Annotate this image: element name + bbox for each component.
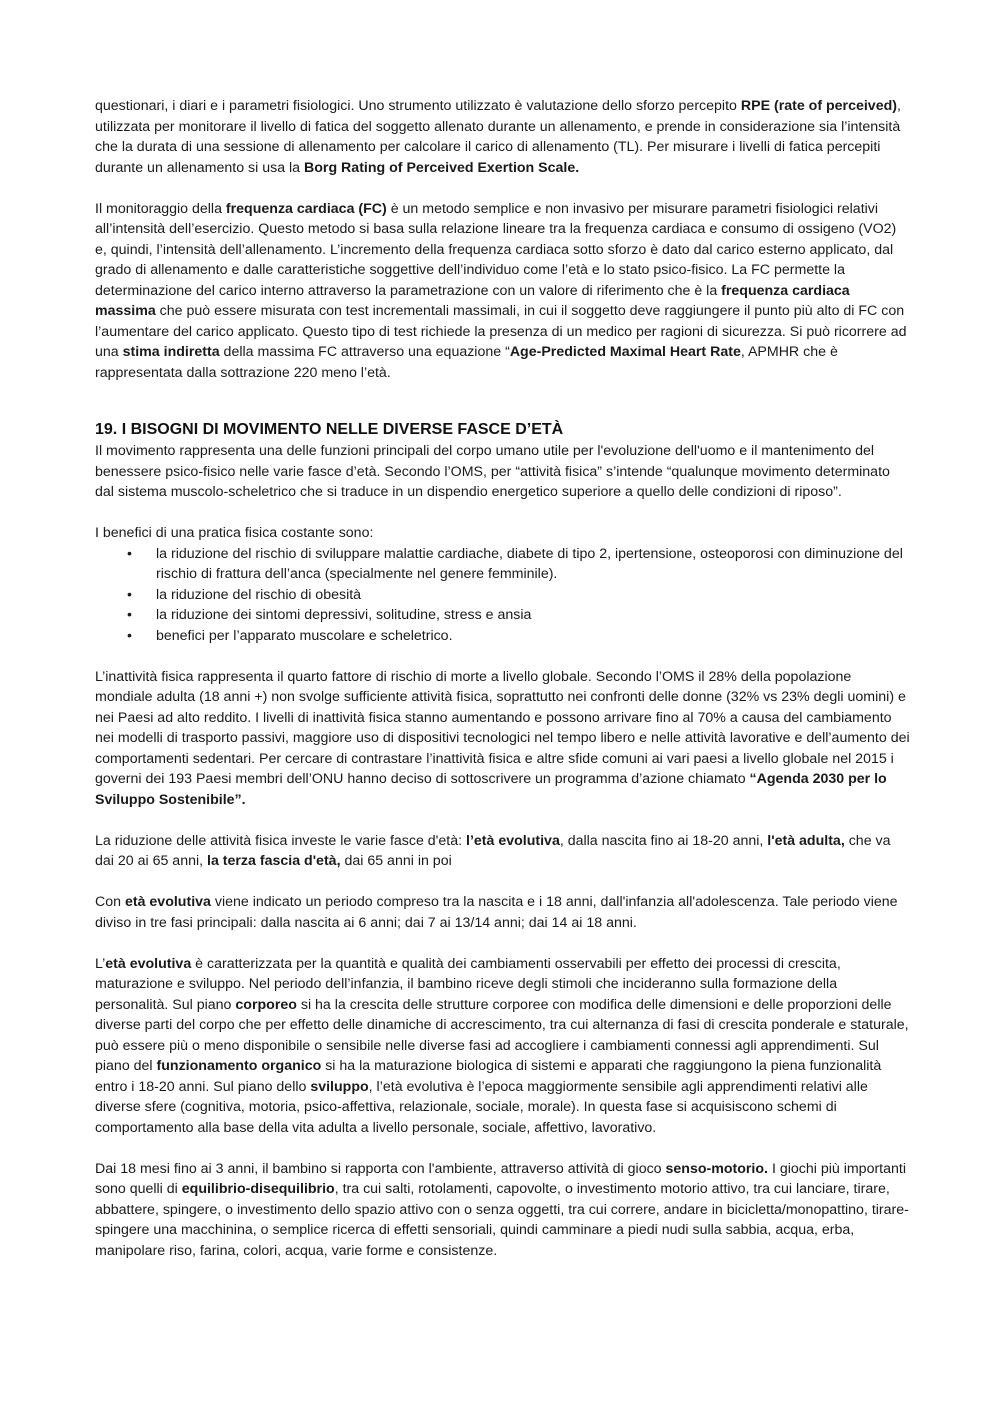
paragraph-age-groups: La riduzione delle attività fisica investe le varie fasce d'età: l’età evolutiva, dalla nascita fino ai 18-20 anni, l'età adulta, che va dai 20 ai 65 anni, la terza fascia d'età, dai 65 anni in poi [95,832,891,869]
list-item: • la riduzione del rischio di obesità [95,585,910,606]
paragraph-movement-intro: Il movimento rappresenta una delle funzioni principali del corpo umano utile per l'evoluzione dell'uomo e il mantenimento del benessere psico-fisico nelle varie fasce d’età. Secondo l’OMS, per “attività fisica” s’intende “qualunque movimento determinato dal sistema muscolo-scheletrico che si traduce in un dispendio energetico superiore a quello delle condizioni di riposo”. [95,443,890,500]
benefits-intro: I benefici di una pratica fisica costante sono: [95,525,374,541]
paragraph-heart-rate: Il monitoraggio della frequenza cardiaca (FC) è un metodo semplice e non invasivo per misurare parametri fisiologici relativi all’intensità dell’esercizio. Questo metodo si basa sulla relazione lineare tra la frequenza cardiaca e consumo di ossigeno (VO2) e, quindi, l’intensità dell’allenamento. L’incremento della frequenza cardiaca sotto sforzo è dato dal carico esterno applicato, dal grado di allenamento e dalle caratteristiche soggettive dell’individuo come l’età e lo stato psico-fisico. La FC permette la determinazione del carico interno attraverso la parametrazione con un valore di riferimento che è la frequenza cardiaca massima che può essere misurata con test incrementali massimali, in cui il soggetto deve raggiungere il punto più alto di FC con l’aumentare del carico applicato. Questo tipo di test richiede la presenza di un medico per ragioni di sicurezza. Si può ricorrere ad una stima indiretta della massima FC attraverso una equazione “Age-Predicted Maximal Heart Rate, APMHR che è rappresentata dalla sottrazione 220 meno l’età. [95,200,907,381]
benefits-list [95,544,910,647]
bullet-icon: • [127,627,132,644]
list-item: • la riduzione del rischio di sviluppare malattie cardiache, diabete di tipo 2, ipertensione, osteoporosi con diminuzione del rischio di frattura dell’anca (specialmente nel genere femminile). [127,545,903,582]
paragraph-developmental-age: Con età evolutiva viene indicato un periodo compreso tra la nascita e i 18 anni, dall'infanzia all'adolescenza. Tale periodo viene diviso in tre fasi principali: dalla nascita ai 6 anni; dai 7 ai 13/14 anni; dai 14 ai 18 anni. [95,894,898,931]
list-item: • benefici per l’apparato muscolare e scheletrico. [95,626,910,647]
paragraph-developmental-characteristics: L’età evolutiva è caratterizzata per la quantità e qualità dei cambiamenti osservabili per effetto dei processi di crescita, maturazione e sviluppo. Nel periodo dell’infanzia, il bambino riceve degli stimoli che incideranno sulla formazione della personalità. Sul piano corporeo si ha la crescita delle strutture corporee con modifica delle dimensioni e delle proporzioni delle diverse parti del corpo che per effetto delle dinamiche di accrescimento, tra cui alternanza di fasi di crescita ponderale e staturale, può essere più o meno disponibile o sensibile nelle diverse fasi ad accogliere i cambiamenti connessi agli apprendimenti. Sul piano del funzionamento organico si ha la maturazione biologica di sistemi e apparati che raggiungono la piena funzionalità entro i 18-20 anni. Sul piano dello sviluppo, l’età evolutiva è l’epoca maggiormente sensibile agli apprendimenti relativi alle diverse sfere (cognitiva, motoria, psico-affettiva, relazionale, sociale, morale). In questa fase si acquisiscono schemi di comportamento alla base della vita adulta a livello personale, sociale, affettivo, lavorativo. [95,955,909,1136]
list-item: • la riduzione dei sintomi depressivi, solitudine, stress e ansia [95,605,910,626]
document-page [95,96,910,1261]
paragraph-inactivity: L’inattività fisica rappresenta il quarto fattore di rischio di morte a livello globale. Secondo l’OMS il 28% della popolazione mondiale adulta (18 anni +) non svolge sufficiente attività fisica, soprattutto nei confronti delle donne (32% vs 23% degli uomini) e nei Paesi ad alto reddito. I livelli di inattività fisica stanno aumentando e possono arrivare fino al 70% a causa del cambiamento nei modelli di trasporto passivi, maggiore uso di dispositivi tecnologici nel tempo libero e nelle attività lavorative e dell’aumento dei comportamenti sedentari. Per cercare di contrastare l’inattività fisica e altre sfide comuni ai vari paesi a livello globale nel 2015 i governi dei 193 Paesi membri dell’ONU hanno deciso di sottoscrivere un programma d’azione chiamato “Agenda 2030 per lo Sviluppo Sostenibile”. [95,668,910,808]
bullet-icon: • [127,586,132,603]
bullet-icon: • [127,607,132,623]
paragraph-sensory-motor-play: Dai 18 mesi fino ai 3 anni, il bambino si rapporta con l'ambiente, attraverso attività di gioco senso-motorio. I giochi più importanti sono quelli di equilibrio-disequilibrio, tra cui salti, rotolamenti, capovolte, o investimento motorio attivo, tra cui lanciare, tirare, abbattere, spingere, o investimento dello spazio attivo con o senza oggetti, tra cui correre, andare in bicicletta/monopattino, tirare-spingere una macchinina, o semplice ricerca di effetti sensoriali, quindi camminare a piedi nudi sulla sabbia, acqua, erba, manipolare riso, farina, colori, acqua, varie forme e consistenze. [95,1160,909,1259]
paragraph-rpe: questionari, i diari e i parametri fisiologici. Uno strumento utilizzato è valutazione dello sforzo percepito RPE (rate of perceived), utilizzata per monitorare il livello di fatica del soggetto allenato durante un allenamento, e prende in considerazione sia l’intensità che la durata di una sessione di allenamento per calcolare il carico di allenamento (TL). Per misurare i livelli di fatica percepiti durante un allenamento si usa la Borg Rating of Perceived Exertion Scale. [95,98,901,176]
bullet-icon: • [127,545,132,562]
section-heading: 19. I BISOGNI DI MOVIMENTO NELLE DIVERSE FASCE D’ETÀ [95,421,564,438]
